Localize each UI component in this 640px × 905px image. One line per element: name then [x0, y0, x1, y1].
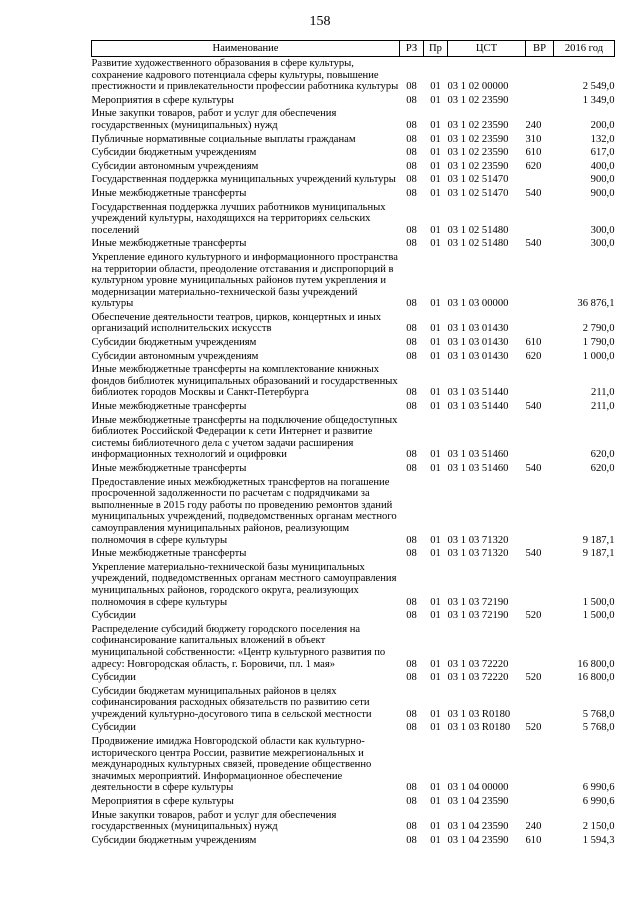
- cell-sum: 6 990,6: [582, 796, 615, 808]
- table-row: [92, 237, 615, 251]
- cell-pr: 01: [430, 298, 441, 310]
- cell-sum: 300,0: [590, 224, 615, 236]
- cell-pr: 01: [430, 610, 441, 622]
- cell-name: Обеспечение деятельности театров, цирков, концертных и иных организаций исполнительских искусств: [91, 311, 382, 335]
- header-rz: РЗ: [400, 41, 424, 57]
- cell-cst: 03 1 04 23590: [447, 821, 509, 833]
- cell-cst: 03 1 03 51440: [447, 401, 509, 413]
- cell-rz: 08: [406, 834, 417, 846]
- cell-pr: 01: [430, 387, 441, 399]
- cell-name: Субсидии: [91, 672, 136, 684]
- cell-pr: 01: [430, 449, 441, 461]
- cell-vr: [526, 311, 554, 336]
- cell-vr: 610: [525, 147, 542, 159]
- cell-rz: 08: [406, 350, 417, 362]
- cell-rz: 08: [406, 224, 417, 236]
- cell-sum: 1 594,3: [582, 834, 615, 846]
- cell-vr: 610: [525, 337, 542, 349]
- cell-pr: 01: [430, 722, 441, 734]
- cell-name: Распределение субсидий бюджету городского поселения на софинансирование капитальных вложений в объект муниципальной собственности: «Центр культурного развития по адресу: Новгородская область, г. Боровичи, пл. 1 мая»: [91, 623, 386, 670]
- table-header-row: [92, 41, 615, 57]
- cell-rz: 08: [406, 187, 417, 199]
- cell-sum: 900,0: [590, 187, 615, 199]
- cell-rz: 08: [406, 387, 417, 399]
- table-row: [92, 107, 615, 132]
- cell-sum: 2 790,0: [582, 323, 615, 335]
- cell-vr: [526, 561, 554, 609]
- cell-cst: 03 1 03 72220: [447, 658, 509, 670]
- cell-name: Укрепление единого культурного и информационного пространства на территории области, преодоление отставания и диспропорций в культурном уровне муниципальных районов путем укрепления и модернизации материально-технической базы учреждений культуры: [91, 251, 398, 310]
- cell-cst: 03 1 02 23590: [447, 147, 509, 159]
- cell-pr: 01: [430, 401, 441, 413]
- table-body: [92, 57, 615, 848]
- cell-pr: 01: [430, 658, 441, 670]
- cell-name: Иные межбюджетные трансферты: [91, 463, 247, 474]
- cell-sum: 620,0: [590, 463, 615, 474]
- cell-vr: [526, 251, 554, 311]
- table-row: [92, 414, 615, 462]
- cell-vr: 240: [525, 119, 542, 131]
- cell-vr: [526, 685, 554, 722]
- cell-sum: 9 187,1: [582, 534, 615, 546]
- cell-vr: 520: [525, 722, 542, 734]
- table-row: [92, 462, 615, 476]
- table-row: [92, 173, 615, 187]
- cell-rz: 08: [406, 658, 417, 670]
- cell-name: Иные межбюджетные трансферты: [91, 238, 247, 250]
- cell-cst: 03 1 03 01430: [447, 350, 509, 362]
- table-row: [92, 721, 615, 735]
- cell-pr: 01: [430, 534, 441, 546]
- cell-name: Мероприятия в сфере культуры: [91, 796, 234, 808]
- cell-name: Государственная поддержка муниципальных учреждений культуры: [91, 174, 396, 186]
- cell-cst: 03 1 03 51440: [447, 387, 509, 399]
- cell-sum: 400,0: [590, 160, 615, 172]
- cell-sum: 5 768,0: [582, 708, 615, 720]
- cell-pr: 01: [430, 463, 441, 474]
- cell-name: Публичные нормативные социальные выплаты гражданам: [91, 133, 356, 145]
- table-row: [92, 336, 615, 350]
- cell-vr: [526, 735, 554, 795]
- cell-rz: 08: [406, 548, 417, 560]
- cell-cst: 03 1 03 51460: [447, 449, 509, 461]
- cell-rz: 08: [406, 238, 417, 250]
- table-row: [92, 671, 615, 685]
- cell-cst: 03 1 02 51480: [447, 224, 509, 236]
- cell-sum: 2 150,0: [582, 821, 615, 833]
- cell-name: Иные межбюджетные трансферты на комплектование книжных фондов библиотек муниципальных образований и государственных библиотек городов Москвы и Санкт-Петербурга: [91, 364, 398, 399]
- table-row: [92, 57, 615, 94]
- cell-vr: [526, 94, 554, 108]
- cell-pr: 01: [430, 548, 441, 560]
- cell-cst: 03 1 03 72220: [447, 672, 509, 684]
- table-row: [92, 609, 615, 623]
- cell-name: Субсидии автономным учреждениям: [91, 160, 259, 172]
- cell-rz: 08: [406, 147, 417, 159]
- header-year: 2016 год: [554, 41, 615, 57]
- table-row: [92, 476, 615, 548]
- cell-vr: [526, 476, 554, 548]
- cell-name: Предоставление иных межбюджетных трансфертов на погашение просроченной задолженности по расчетам с подрядчиками за выполненные в 2015 году работы по проведению ремонтов зданий муниципальных учреждений, подведомственных органам местного самоуправления муниципальных районов, реализующим полномочия в сфере культуры: [91, 476, 397, 546]
- cell-pr: 01: [430, 94, 441, 106]
- cell-vr: 240: [525, 821, 542, 833]
- cell-name: Иные закупки товаров, работ и услуг для обеспечения государственных (муниципальных) нужд: [91, 809, 337, 833]
- table-row: [92, 350, 615, 364]
- cell-pr: 01: [430, 782, 441, 794]
- page-number: 158: [309, 14, 331, 29]
- cell-vr: 620: [525, 350, 542, 362]
- cell-sum: 617,0: [590, 147, 615, 159]
- table-row: [92, 146, 615, 160]
- cell-sum: 211,0: [591, 387, 615, 399]
- cell-rz: 08: [406, 463, 417, 474]
- table-row: [92, 400, 615, 414]
- cell-pr: 01: [430, 350, 441, 362]
- cell-pr: 01: [430, 821, 441, 833]
- cell-cst: 03 1 02 23590: [447, 160, 509, 172]
- cell-rz: 08: [406, 708, 417, 720]
- cell-vr: 540: [525, 463, 542, 474]
- cell-rz: 08: [406, 337, 417, 349]
- cell-pr: 01: [430, 796, 441, 808]
- table-row: [92, 160, 615, 174]
- cell-sum: 16 800,0: [577, 672, 615, 684]
- table-row: [92, 685, 615, 722]
- cell-name: Субсидии бюджетным учреждениям: [91, 337, 257, 349]
- cell-pr: 01: [430, 323, 441, 335]
- cell-name: Субсидии бюджетам муниципальных районов в целях софинансирования расходных обязательств по развитию сети учреждений культурно-досугового типа в сельской местности: [91, 685, 372, 720]
- cell-vr: 620: [525, 160, 542, 172]
- cell-name: Развитие художественного образования в сфере культуры, сохранение кадрового потенциала сферы культуры, повышение престижности и привлекательности профессии работника культуры: [91, 58, 399, 93]
- cell-pr: 01: [430, 133, 441, 145]
- table-row: [92, 623, 615, 671]
- cell-name: Укрепление материально-технической базы муниципальных учреждений, подведомственных органам местного самоуправления муниципальных районов, городского округа, реализующих полномочия в сфере культуры: [91, 561, 397, 608]
- cell-sum: 6 990,6: [582, 782, 615, 794]
- cell-vr: 310: [525, 133, 542, 145]
- cell-pr: 01: [430, 672, 441, 684]
- cell-vr: 540: [525, 401, 542, 413]
- cell-sum: 132,0: [590, 133, 615, 145]
- cell-pr: 01: [430, 224, 441, 236]
- cell-cst: 03 1 03 00000: [447, 298, 509, 310]
- cell-vr: 610: [525, 834, 542, 846]
- cell-sum: 2 549,0: [582, 81, 615, 93]
- cell-rz: 08: [406, 119, 417, 131]
- cell-vr: [526, 363, 554, 400]
- cell-name: Иные межбюджетные трансферты на подключение общедоступных библиотек Российской Федерации к сети Интернет и развитие системы библиотечного дела с учетом задачи расширения информационных технологий и оцифровки: [91, 414, 398, 461]
- table-row: [92, 735, 615, 795]
- cell-rz: 08: [406, 81, 417, 93]
- cell-name: Иные закупки товаров, работ и услуг для обеспечения государственных (муниципальных) нужд: [91, 108, 337, 131]
- cell-rz: 08: [406, 94, 417, 106]
- cell-rz: 08: [406, 596, 417, 608]
- cell-cst: 03 1 03 72190: [447, 610, 509, 622]
- cell-name: Субсидии: [91, 610, 136, 622]
- cell-cst: 03 1 02 51470: [447, 174, 509, 186]
- cell-rz: 08: [406, 534, 417, 546]
- cell-vr: [526, 201, 554, 238]
- cell-vr: 520: [525, 610, 542, 622]
- cell-name: Продвижение имиджа Новгородской области как культурно-исторического центра России, развитие межрегиональных и международных культурных связей, проведение общественно значимых мероприятий. Информационное обеспечение деятельности в сфере культуры: [91, 736, 372, 794]
- cell-sum: 211,0: [591, 401, 615, 413]
- cell-vr: 520: [525, 672, 542, 684]
- cell-cst: 03 1 03 71320: [447, 534, 509, 546]
- cell-sum: 620,0: [590, 449, 615, 461]
- cell-cst: 03 1 03 51460: [447, 463, 509, 474]
- cell-pr: 01: [430, 174, 441, 186]
- table-row: [92, 201, 615, 238]
- cell-cst: 03 1 02 23590: [447, 133, 509, 145]
- cell-pr: 01: [430, 81, 441, 93]
- cell-pr: 01: [430, 119, 441, 131]
- table-row: [92, 547, 615, 561]
- cell-pr: 01: [430, 238, 441, 250]
- cell-cst: 03 1 02 51470: [447, 187, 509, 199]
- cell-pr: 01: [430, 708, 441, 720]
- cell-cst: 03 1 03 01430: [447, 337, 509, 349]
- cell-pr: 01: [430, 160, 441, 172]
- cell-sum: 1 349,0: [582, 94, 615, 106]
- cell-sum: 16 800,0: [577, 658, 615, 670]
- cell-vr: 540: [525, 187, 542, 199]
- cell-name: Мероприятия в сфере культуры: [91, 94, 234, 106]
- cell-sum: 1 790,0: [582, 337, 615, 349]
- cell-sum: 1 000,0: [582, 350, 615, 362]
- cell-vr: [526, 414, 554, 462]
- cell-sum: 300,0: [590, 238, 615, 250]
- cell-name: Иные межбюджетные трансферты: [91, 548, 247, 560]
- cell-name: Субсидии: [91, 722, 136, 734]
- cell-cst: 03 1 02 00000: [447, 81, 509, 93]
- cell-rz: 08: [406, 782, 417, 794]
- cell-cst: 03 1 02 51480: [447, 238, 509, 250]
- table-row: [92, 363, 615, 400]
- cell-name: Субсидии автономным учреждениям: [91, 350, 259, 362]
- cell-vr: 540: [525, 548, 542, 560]
- cell-sum: 900,0: [590, 174, 615, 186]
- cell-cst: 03 1 03 01430: [447, 323, 509, 335]
- table-row: [92, 795, 615, 809]
- cell-name: Иные межбюджетные трансферты: [91, 187, 247, 199]
- cell-cst: 03 1 02 23590: [447, 94, 509, 106]
- table-row: [92, 311, 615, 336]
- cell-rz: 08: [406, 298, 417, 310]
- cell-vr: [526, 623, 554, 671]
- cell-name: Иные межбюджетные трансферты: [91, 401, 247, 413]
- table-row: [92, 94, 615, 108]
- cell-name: Субсидии бюджетным учреждениям: [91, 834, 257, 846]
- cell-rz: 08: [406, 133, 417, 145]
- cell-sum: 1 500,0: [582, 610, 615, 622]
- budget-table: [91, 40, 615, 847]
- cell-vr: [526, 57, 554, 94]
- cell-sum: 1 500,0: [582, 596, 615, 608]
- cell-rz: 08: [406, 672, 417, 684]
- cell-cst: 03 1 04 23590: [447, 834, 509, 846]
- table-row: [92, 187, 615, 201]
- cell-rz: 08: [406, 174, 417, 186]
- table-row: [92, 561, 615, 609]
- header-vr: ВР: [526, 41, 554, 57]
- cell-sum: 200,0: [590, 119, 615, 131]
- cell-vr: [526, 795, 554, 809]
- cell-pr: 01: [430, 187, 441, 199]
- cell-rz: 08: [406, 449, 417, 461]
- cell-rz: 08: [406, 160, 417, 172]
- header-pr: Пр: [424, 41, 448, 57]
- cell-rz: 08: [406, 821, 417, 833]
- cell-vr: 540: [525, 238, 542, 250]
- cell-rz: 08: [406, 722, 417, 734]
- cell-pr: 01: [430, 337, 441, 349]
- cell-rz: 08: [406, 796, 417, 808]
- cell-pr: 01: [430, 834, 441, 846]
- cell-sum: 36 876,1: [577, 298, 615, 310]
- cell-name: Государственная поддержка лучших работников муниципальных учреждений культуры, находящихся на территориях сельских поселений: [91, 201, 386, 236]
- cell-vr: [526, 173, 554, 187]
- cell-name: Субсидии бюджетным учреждениям: [91, 147, 257, 159]
- table-row: [92, 809, 615, 834]
- cell-sum: 9 187,1: [582, 548, 615, 560]
- header-name: Наименование: [92, 41, 400, 57]
- cell-cst: 03 1 04 00000: [447, 782, 509, 794]
- cell-cst: 03 1 04 23590: [447, 796, 509, 808]
- cell-cst: 03 1 02 23590: [447, 119, 509, 131]
- table-row: [92, 251, 615, 311]
- cell-pr: 01: [430, 596, 441, 608]
- cell-rz: 08: [406, 401, 417, 413]
- cell-cst: 03 1 03 R0180: [447, 722, 511, 734]
- cell-cst: 03 1 03 71320: [447, 548, 509, 560]
- cell-rz: 08: [406, 323, 417, 335]
- table-row: [92, 133, 615, 147]
- header-cst: ЦСТ: [448, 41, 526, 57]
- cell-rz: 08: [406, 610, 417, 622]
- cell-pr: 01: [430, 147, 441, 159]
- cell-cst: 03 1 03 R0180: [447, 708, 511, 720]
- table-row: [92, 834, 615, 848]
- cell-sum: 5 768,0: [582, 722, 615, 734]
- cell-cst: 03 1 03 72190: [447, 596, 509, 608]
